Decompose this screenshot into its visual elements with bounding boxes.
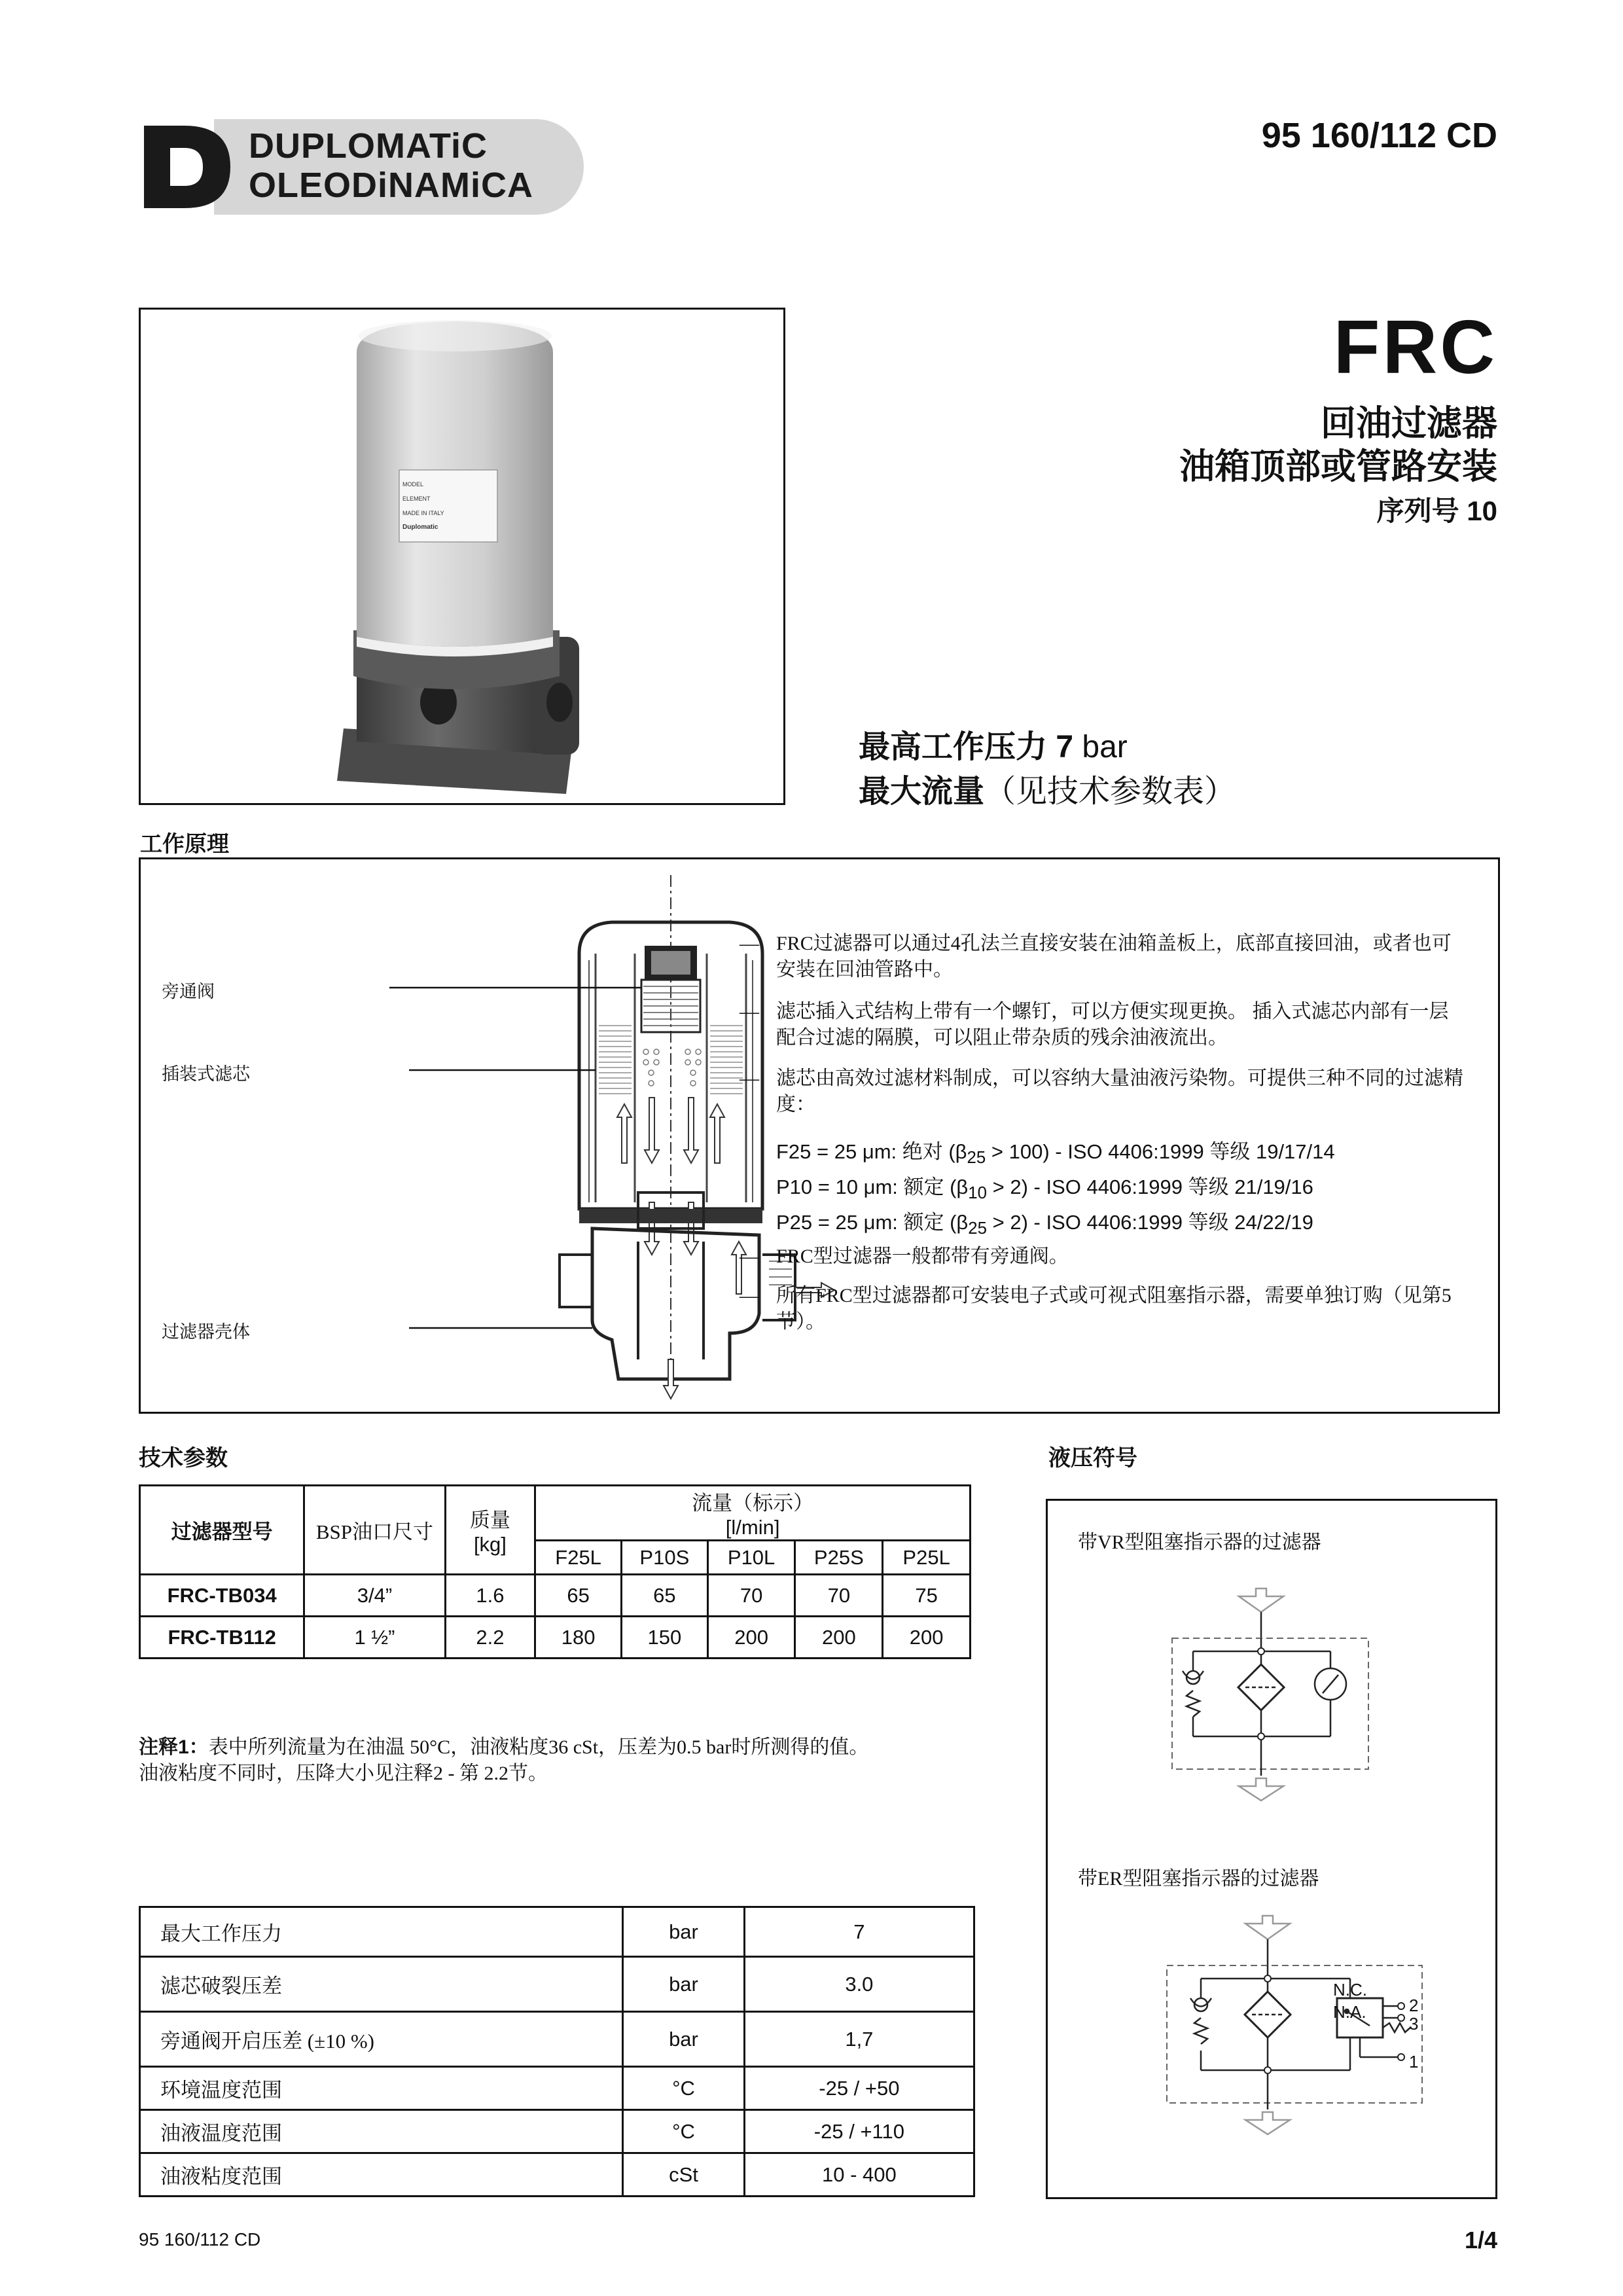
bullet-dash: — xyxy=(740,1285,759,1306)
bullet-text: FRC过滤器可以通过4孔法兰直接安装在油箱盖板上，底部直接回油，或者也可安装在回油管路中。 xyxy=(776,933,1452,980)
bullet-text: 所有FRC型过滤器都可安装电子式或可视式阻塞指示器，需要单独订购（见第5节）。 xyxy=(776,1285,1452,1333)
product-code: FRC xyxy=(1333,304,1497,389)
bullet-text: FRC型过滤器一般都带有旁通阀。 xyxy=(776,1246,1069,1267)
table-row: 旁通阀开启压差 (±10 %) bar 1,7 xyxy=(140,2012,974,2067)
table-row: 环境温度范围 °C -25 / +50 xyxy=(140,2067,974,2110)
principle-bullet-3 xyxy=(740,1066,1466,1118)
product-photo xyxy=(141,310,783,803)
product-subtitle-2: 油箱顶部或管路安装 xyxy=(1179,447,1497,486)
er-symbol xyxy=(1160,1913,1435,2136)
table-row: 油液温度范围 °C -25 / +110 xyxy=(140,2110,974,2153)
er-na-label: N.A. xyxy=(1333,2002,1366,2022)
max-pressure xyxy=(859,721,1128,766)
product-subtitle-1: 回油过滤器 xyxy=(1321,404,1497,443)
spec-f25: F25 = 25 μm: 绝对 $(\beta_{25} > 100)$ - ISO 4406:1999 等级 19/17/14 xyxy=(776,1140,1335,1168)
table-row: 最大工作压力 bar 7 xyxy=(140,1907,974,1957)
principle-bullet-1 xyxy=(740,931,1466,983)
max-pressure-unit: bar xyxy=(1082,730,1128,764)
max-pressure-value: 7 xyxy=(1056,730,1074,764)
footer-code: 95 160/112 CD xyxy=(139,2229,261,2250)
series-label: 序列号 xyxy=(1376,495,1459,526)
series-number: 10 xyxy=(1467,495,1497,526)
er-port-2: 2 xyxy=(1409,1996,1419,2015)
params-table xyxy=(139,1906,975,2197)
spec-p25: P25 = 25 μm: 额定 $(\beta_{25} > 2)$ - ISO 4406:1999 等级 24/22/19 xyxy=(776,1211,1313,1238)
note-label: 注释1： xyxy=(139,1736,209,1758)
label-bypass-valve: 旁通阀 xyxy=(162,982,215,1001)
tech-title: 技术参数 xyxy=(139,1446,228,1471)
page-number: 1/4 xyxy=(1464,2227,1497,2253)
product-photo-frame xyxy=(139,308,785,805)
max-flow-note: （见技术参数表） xyxy=(984,774,1236,809)
grade-p10l: P10L xyxy=(707,1541,795,1575)
company-name-line2: OLEODiNAMiCA xyxy=(249,166,533,205)
max-flow-label: 最大流量 xyxy=(859,774,985,809)
grade-f25l: F25L xyxy=(535,1541,622,1575)
principle-title: 工作原理 xyxy=(140,832,229,857)
principle-bullet-4 xyxy=(740,1244,1466,1270)
table-note xyxy=(139,1734,868,1787)
max-pressure-label: 最高工作压力 xyxy=(859,730,1048,764)
table-row: FRC-TB112 1 ½” 2.2 180 150 200 200 200 xyxy=(140,1617,971,1659)
company-name-line1: DUPLOMATiC xyxy=(249,126,488,166)
grade-p10s: P10S xyxy=(621,1541,707,1575)
bullet-dash: — xyxy=(740,933,759,954)
col-flow: 流量（标示） [l/min] xyxy=(535,1486,971,1541)
bullet-dash: — xyxy=(740,1001,759,1022)
grade-p25l: P25L xyxy=(883,1541,971,1575)
er-port-3: 3 xyxy=(1409,2014,1419,2034)
flow-table xyxy=(139,1484,971,1659)
label-cartridge: 插装式滤芯 xyxy=(162,1064,250,1084)
note-line2: 油液粘度不同时，压降大小见注释2 - 第 2.2节。 xyxy=(139,1763,548,1784)
bullet-text: 滤芯由高效过滤材料制成，可以容纳大量油液污染物。可提供三种不同的过滤精度： xyxy=(776,1067,1463,1115)
vr-symbol xyxy=(1160,1586,1383,1802)
table-row: FRC-TB034 3/4” 1.6 65 65 70 70 75 xyxy=(140,1575,971,1617)
label-housing: 过滤器壳体 xyxy=(162,1322,250,1342)
er-port-1: 1 xyxy=(1409,2052,1419,2072)
vr-caption: 带VR型阻塞指示器的过滤器 xyxy=(1078,1532,1321,1553)
principle-bullet-5 xyxy=(740,1283,1466,1335)
table-row: 滤芯破裂压差 bar 3.0 xyxy=(140,1957,974,2012)
photo-label-text: MODEL ELEMENT MADE IN ITALY Duplomatic xyxy=(402,481,444,531)
er-caption: 带ER型阻塞指示器的过滤器 xyxy=(1078,1868,1319,1890)
series-line xyxy=(1377,490,1497,529)
hydraulic-title: 液压符号 xyxy=(1048,1446,1137,1471)
col-model: 过滤器型号 xyxy=(140,1486,304,1575)
doc-code: 95 160/112 CD xyxy=(1261,116,1497,155)
bullet-dash: — xyxy=(740,1246,759,1267)
hydraulic-box xyxy=(1046,1499,1497,2199)
spec-p10: P10 = 10 μm: 额定 $(\beta_{10} > 2)$ - ISO 4406:1999 等级 21/19/16 xyxy=(776,1175,1313,1203)
company-logo xyxy=(139,118,584,216)
col-mass: 质量 [kg] xyxy=(445,1486,535,1575)
max-flow xyxy=(859,766,1236,811)
note-line1: 表中所列流量为在油温 50°C，油液粘度36 cSt，压差为0.5 bar时所测得的值。 xyxy=(208,1736,869,1758)
bullet-text: 滤芯插入式结构上带有一个螺钉，可以方便实现更换。 插入式滤芯内部有一层配合过滤的隔膜，可以阻止带杂质的残余油液流出。 xyxy=(776,1001,1449,1049)
grade-p25s: P25S xyxy=(795,1541,883,1575)
col-bsp: BSP油口尺寸 xyxy=(304,1486,445,1575)
bullet-dash: — xyxy=(740,1067,759,1089)
principle-bullet-2 xyxy=(740,999,1466,1051)
table-row: 油液粘度范围 cSt 10 - 400 xyxy=(140,2153,974,2197)
er-nc-label: N.C. xyxy=(1333,1980,1367,2000)
